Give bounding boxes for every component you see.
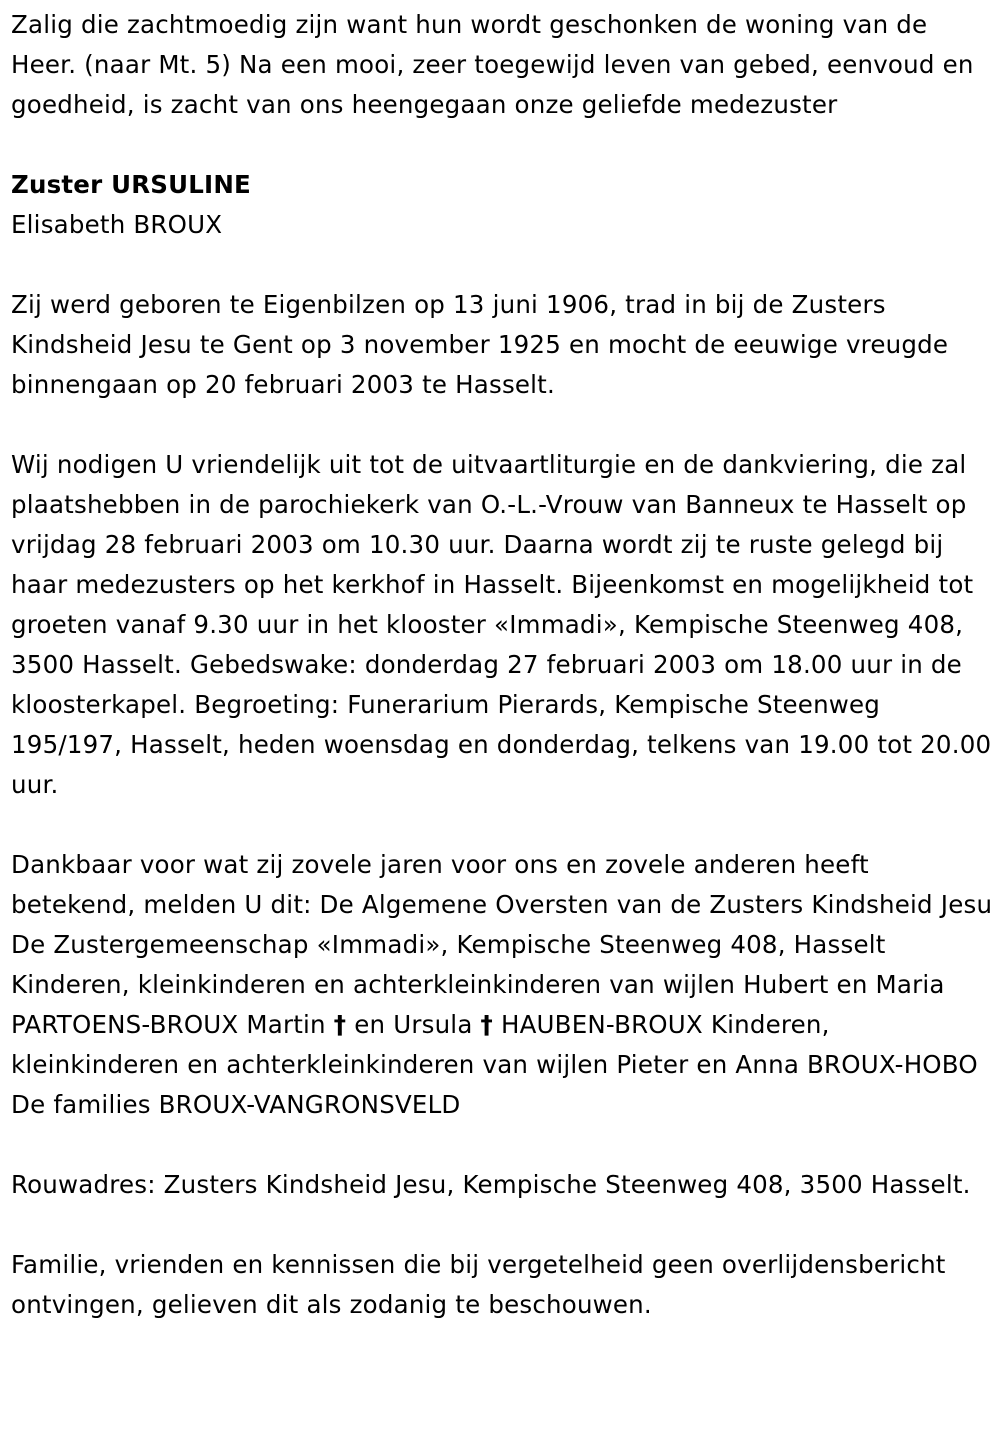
deceased-title: Zuster URSULINE: [11, 170, 251, 199]
closing-paragraph: Familie, vrienden en kennissen die bij vergetelheid geen overlijdensbericht ontvingen, gelieven dit als zodanig te beschouwen.: [11, 1250, 946, 1319]
family-paragraph: [11, 845, 996, 1125]
cross-icon: †: [480, 1010, 493, 1039]
cross-icon: †: [333, 1010, 347, 1039]
family-text-part1: Dankbaar voor wat zij zovele jaren voor ons en zovele anderen heeft betekend, melden U dit: De Algemene Oversten van de Zusters Kindsheid Jesu De Zustergemeenschap «Immadi», Kempische Steenweg 408, Hasselt Kinderen, kleinkinderen en achterkleinkinderen van wijlen Hubert en Maria PARTOENS-BROUX Martin: [11, 850, 993, 1039]
invitation-paragraph: Wij nodigen U vriendelijk uit tot de uitvaartliturgie en de dankviering, die zal plaatshebben in de parochiekerk van O.-L.-Vrouw van Banneux te Hasselt op vrijdag 28 februari 2003 om 10.30 uur. Daarna wordt zij te ruste gelegd bij haar medezusters op het kerkhof in Hasselt. Bijeenkomst en mogelijkheid tot groeten vanaf 9.30 uur in het klooster «Immadi», Kempische Steenweg 408, 3500 Hasselt. Gebedswake: donderdag 27 februari 2003 om 18.00 uur in de kloosterkapel. Begroeting: Funerarium Pierards, Kempische Steenweg 195/197, Hasselt, heden woensdag en donderdag, telkens van 19.00 tot 20.00 uur.: [11, 450, 992, 799]
family-text-part2: en Ursula: [346, 1010, 481, 1039]
intro-paragraph: Zalig die zachtmoedig zijn want hun wordt geschonken de woning van de Heer. (naar Mt. 5) Na een mooi, zeer toegewijd leven van gebed, eenvoud en goedheid, is zacht van ons heengegaan onze geliefde medezuster: [11, 10, 974, 119]
family-text-part3: HAUBEN-BROUX Kinderen, kleinkinderen en achterkleinkinderen van wijlen Pieter en Anna BROUX-HOBO De families BROUX-VANGRONSVELD: [11, 1010, 978, 1119]
birth-info-paragraph: Zij werd geboren te Eigenbilzen op 13 juni 1906, trad in bij de Zusters Kindsheid Jesu te Gent op 3 november 1925 en mocht de eeuwige vreugde binnengaan op 20 februari 2003 te Hasselt.: [11, 290, 949, 399]
deceased-name: Elisabeth BROUX: [11, 210, 223, 239]
address-paragraph: Rouwadres: Zusters Kindsheid Jesu, Kempische Steenweg 408, 3500 Hasselt.: [11, 1170, 971, 1199]
obituary-document: [11, 5, 996, 1325]
